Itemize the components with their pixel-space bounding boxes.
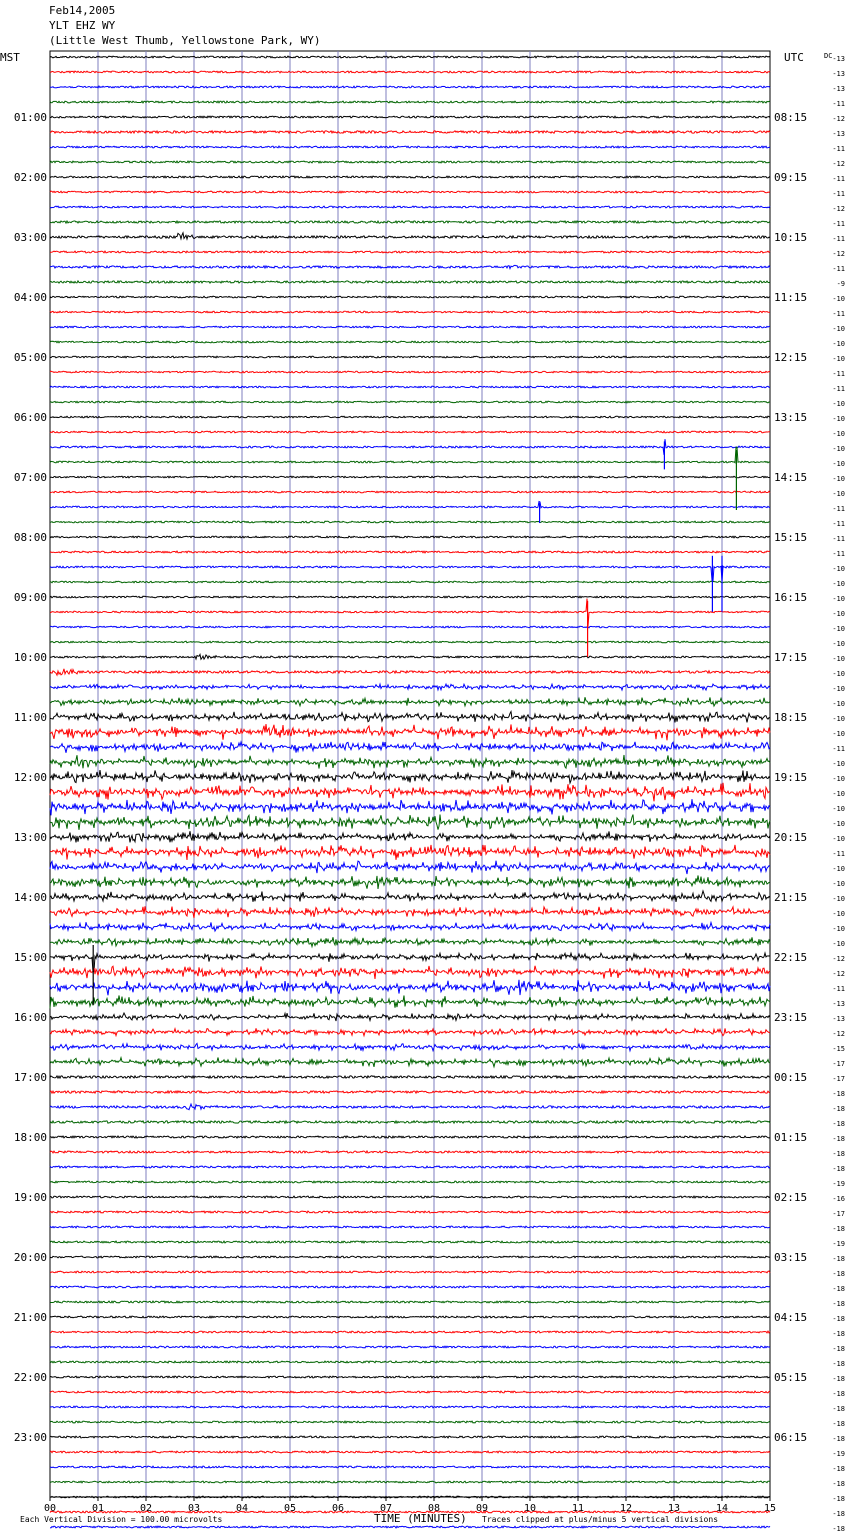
trace-row-3 bbox=[50, 101, 770, 103]
left-hour-label: 04:00 bbox=[13, 291, 47, 304]
dc-offset-label: -17 bbox=[832, 1060, 845, 1068]
trace-row-15 bbox=[50, 281, 770, 283]
dc-offset-label: -18 bbox=[832, 1480, 845, 1488]
trace-row-63 bbox=[50, 995, 770, 1008]
trace-row-28 bbox=[50, 476, 770, 478]
left-hour-label: 11:00 bbox=[13, 711, 47, 724]
dc-offset-label: -18 bbox=[832, 1390, 845, 1398]
trace-row-8 bbox=[50, 176, 770, 178]
right-hour-label: 16:15 bbox=[774, 591, 808, 604]
trace-row-69 bbox=[50, 1091, 770, 1093]
dc-offset-label: -17 bbox=[832, 1210, 845, 1218]
trace-row-87 bbox=[50, 1361, 770, 1363]
trace-row-41 bbox=[50, 669, 770, 675]
dc-offset-label: -10 bbox=[832, 700, 845, 708]
right-hour-label: 14:15 bbox=[774, 471, 808, 484]
trace-row-30 bbox=[50, 502, 770, 508]
dc-offset-label: -18 bbox=[832, 1345, 845, 1353]
x-tick-label: 06 bbox=[331, 1503, 345, 1514]
dc-offset-label: -10 bbox=[832, 460, 845, 468]
header-date: Feb14,2005 bbox=[49, 4, 116, 17]
right-hour-label: 00:15 bbox=[774, 1071, 808, 1084]
dc-offset-label: -13 bbox=[832, 85, 845, 93]
header-station: YLT EHZ WY bbox=[49, 19, 116, 32]
trace-row-93 bbox=[50, 1451, 770, 1453]
x-axis-label: TIME (MINUTES) bbox=[374, 1512, 467, 1525]
dc-offset-label: -11 bbox=[832, 370, 845, 378]
trace-row-74 bbox=[50, 1166, 770, 1168]
trace-row-19 bbox=[50, 341, 770, 343]
right-hour-label: 03:15 bbox=[774, 1251, 808, 1264]
dc-offset-label: -18 bbox=[832, 1270, 845, 1278]
dc-offset-label: -10 bbox=[832, 355, 845, 363]
dc-offset-label: -10 bbox=[832, 640, 845, 648]
trace-row-86 bbox=[50, 1346, 770, 1348]
right-hour-label: 17:15 bbox=[774, 651, 808, 664]
trace-row-37 bbox=[50, 599, 770, 627]
trace-row-44 bbox=[50, 712, 770, 723]
dc-offset-label: -15 bbox=[832, 1045, 845, 1053]
trace-row-1 bbox=[50, 71, 770, 73]
trace-row-25 bbox=[50, 431, 770, 433]
right-hour-label: 20:15 bbox=[774, 831, 808, 844]
trace-row-35 bbox=[50, 581, 770, 583]
trace-row-59 bbox=[50, 937, 770, 946]
x-tick-label: 14 bbox=[715, 1503, 729, 1514]
dc-offset-label: -12 bbox=[832, 955, 845, 963]
dc-offset-label: -10 bbox=[832, 865, 845, 873]
dc-offset-label: -12 bbox=[832, 250, 845, 258]
dc-offset-label: -18 bbox=[832, 1285, 845, 1293]
trace-row-62 bbox=[50, 980, 770, 996]
trace-row-18 bbox=[50, 326, 770, 328]
trace-row-79 bbox=[50, 1241, 770, 1243]
right-hour-label: 22:15 bbox=[774, 951, 808, 964]
x-tick-label: 07 bbox=[379, 1503, 393, 1514]
dc-offset-label: -11 bbox=[832, 535, 845, 543]
trace-row-57 bbox=[50, 906, 770, 918]
dc-offset-label: -10 bbox=[832, 565, 845, 573]
x-tick-label: 00 bbox=[43, 1503, 57, 1514]
header-location: (Little West Thumb, Yellowstone Park, WY) bbox=[49, 34, 321, 47]
right-hour-label: 04:15 bbox=[774, 1311, 808, 1324]
dc-offset-label: -10 bbox=[832, 685, 845, 693]
dc-offset-label: -13 bbox=[832, 130, 845, 138]
dc-offset-label: -11 bbox=[832, 190, 845, 198]
dc-offset-label: -18 bbox=[832, 1510, 845, 1518]
dc-offset-label: -10 bbox=[832, 940, 845, 948]
trace-row-42 bbox=[50, 684, 770, 690]
trace-row-22 bbox=[50, 386, 770, 388]
trace-row-46 bbox=[50, 742, 770, 753]
right-hour-label: 02:15 bbox=[774, 1191, 808, 1204]
dc-offset-label: -11 bbox=[832, 265, 845, 273]
trace-row-14 bbox=[50, 265, 770, 268]
trace-row-10 bbox=[50, 206, 770, 208]
trace-row-72 bbox=[50, 1136, 770, 1138]
right-hour-label: 15:15 bbox=[774, 531, 808, 544]
trace-row-50 bbox=[50, 799, 770, 815]
x-tick-label: 01 bbox=[91, 1503, 105, 1514]
trace-row-52 bbox=[50, 831, 770, 842]
dc-offset-label: -11 bbox=[832, 100, 845, 108]
left-hour-label: 08:00 bbox=[13, 531, 47, 544]
trace-row-33 bbox=[50, 551, 770, 553]
dc-offset-label: -10 bbox=[832, 430, 845, 438]
dc-offset-label: -11 bbox=[832, 220, 845, 228]
dc-offset-label: -13 bbox=[832, 1015, 845, 1023]
trace-row-5 bbox=[50, 131, 770, 133]
dc-offset-label: -19 bbox=[832, 1180, 845, 1188]
left-hour-label: 21:00 bbox=[13, 1311, 47, 1324]
dc-offset-label: -10 bbox=[832, 595, 845, 603]
trace-row-71 bbox=[50, 1121, 770, 1123]
right-hour-label: 19:15 bbox=[774, 771, 808, 784]
left-hour-label: 03:00 bbox=[13, 231, 47, 244]
dc-offset-label: -18 bbox=[832, 1435, 845, 1443]
dc-offset-label: -11 bbox=[832, 985, 845, 993]
dc-offset-label: -11 bbox=[832, 175, 845, 183]
x-tick-label: 03 bbox=[187, 1503, 201, 1514]
left-hour-label: 06:00 bbox=[13, 411, 47, 424]
trace-row-9 bbox=[50, 191, 770, 193]
dc-offset-label: -18 bbox=[832, 1420, 845, 1428]
dc-offset-label: -18 bbox=[832, 1120, 845, 1128]
trace-row-24 bbox=[50, 416, 770, 418]
trace-row-98 bbox=[50, 1526, 770, 1528]
dc-offset-label: -19 bbox=[832, 1240, 845, 1248]
trace-row-17 bbox=[50, 311, 770, 313]
left-hour-label: 10:00 bbox=[13, 651, 47, 664]
left-hour-label: 09:00 bbox=[13, 591, 47, 604]
trace-row-31 bbox=[50, 521, 770, 523]
x-tick-label: 08 bbox=[427, 1503, 441, 1514]
right-hour-label: 06:15 bbox=[774, 1431, 808, 1444]
dc-offset-label: -18 bbox=[832, 1330, 845, 1338]
dc-offset-label: -11 bbox=[832, 505, 845, 513]
dc-offset-label: -10 bbox=[832, 910, 845, 918]
trace-row-82 bbox=[50, 1286, 770, 1288]
trace-row-61 bbox=[50, 966, 770, 979]
dc-offset-label: -18 bbox=[832, 1300, 845, 1308]
x-tick-label: 04 bbox=[235, 1503, 249, 1514]
dc-offset-label: -10 bbox=[832, 760, 845, 768]
x-tick-label: 02 bbox=[139, 1503, 153, 1514]
x-tick-label: 12 bbox=[619, 1503, 633, 1514]
left-hour-label: 02:00 bbox=[13, 171, 47, 184]
dc-offset-label: -10 bbox=[832, 775, 845, 783]
trace-row-89 bbox=[50, 1391, 770, 1393]
left-hour-label: 18:00 bbox=[13, 1131, 47, 1144]
dc-offset-label: -10 bbox=[832, 655, 845, 663]
right-hour-label: 05:15 bbox=[774, 1371, 808, 1384]
trace-row-43 bbox=[50, 697, 770, 706]
trace-row-90 bbox=[50, 1406, 770, 1408]
dc-offset-label: -18 bbox=[832, 1360, 845, 1368]
trace-row-49 bbox=[50, 783, 770, 802]
dc-offset-label: -13 bbox=[832, 55, 845, 63]
left-tz-label: MST bbox=[0, 51, 20, 64]
left-hour-label: 15:00 bbox=[13, 951, 47, 964]
trace-row-77 bbox=[50, 1211, 770, 1213]
dc-offset-label: -18 bbox=[832, 1165, 845, 1173]
left-hour-label: 20:00 bbox=[13, 1251, 47, 1264]
left-hour-label: 05:00 bbox=[13, 351, 47, 364]
left-hour-label: 22:00 bbox=[13, 1371, 47, 1384]
dc-offset-label: -11 bbox=[832, 235, 845, 243]
x-tick-label: 05 bbox=[283, 1503, 297, 1514]
dc-offset-label: -12 bbox=[832, 1030, 845, 1038]
trace-row-11 bbox=[50, 221, 770, 223]
dc-offset-label: -18 bbox=[832, 1525, 845, 1533]
trace-row-76 bbox=[50, 1196, 770, 1198]
trace-row-64 bbox=[50, 1013, 770, 1021]
right-hour-label: 21:15 bbox=[774, 891, 808, 904]
dc-offset-label: -18 bbox=[832, 1465, 845, 1473]
trace-row-26 bbox=[50, 439, 770, 455]
dc-offset-label: -10 bbox=[832, 730, 845, 738]
left-hour-label: 16:00 bbox=[13, 1011, 47, 1024]
trace-row-34 bbox=[50, 566, 770, 582]
dc-offset-label: -18 bbox=[832, 1255, 845, 1263]
right-hour-label: 23:15 bbox=[774, 1011, 808, 1024]
x-tick-label: 13 bbox=[667, 1503, 681, 1514]
dc-offset-label: -10 bbox=[832, 805, 845, 813]
trace-row-96 bbox=[50, 1496, 770, 1498]
trace-row-94 bbox=[50, 1466, 770, 1468]
trace-row-16 bbox=[50, 296, 770, 298]
trace-row-92 bbox=[50, 1436, 770, 1438]
dc-offset-label: -10 bbox=[832, 925, 845, 933]
trace-row-75 bbox=[50, 1181, 770, 1183]
trace-row-20 bbox=[50, 356, 770, 358]
dc-offset-label: -13 bbox=[832, 1000, 845, 1008]
trace-row-40 bbox=[50, 654, 770, 659]
dc-offset-label: -11 bbox=[832, 550, 845, 558]
dc-offset-label: -11 bbox=[832, 745, 845, 753]
trace-row-58 bbox=[50, 922, 770, 931]
trace-row-83 bbox=[50, 1301, 770, 1303]
right-hour-label: 01:15 bbox=[774, 1131, 808, 1144]
dc-offset-label: -10 bbox=[832, 295, 845, 303]
trace-row-51 bbox=[50, 815, 770, 830]
trace-row-80 bbox=[50, 1256, 770, 1258]
dc-offset-label: -10 bbox=[832, 895, 845, 903]
dc-offset-label: -10 bbox=[832, 715, 845, 723]
dc-offset-label: -18 bbox=[832, 1150, 845, 1158]
trace-row-48 bbox=[50, 770, 770, 783]
trace-row-84 bbox=[50, 1316, 770, 1318]
dc-offset-label: -18 bbox=[832, 1225, 845, 1233]
dc-offset-label: -10 bbox=[832, 820, 845, 828]
left-hour-label: 19:00 bbox=[13, 1191, 47, 1204]
dc-offset-label: -10 bbox=[832, 415, 845, 423]
dc-offset-label: -18 bbox=[832, 1105, 845, 1113]
trace-row-88 bbox=[50, 1376, 770, 1378]
left-hour-label: 01:00 bbox=[13, 111, 47, 124]
trace-row-73 bbox=[50, 1151, 770, 1153]
trace-row-70 bbox=[50, 1104, 770, 1110]
dc-offset-label: -10 bbox=[832, 400, 845, 408]
x-tick-label: 15 bbox=[763, 1503, 777, 1514]
dc-offset-label: -12 bbox=[832, 205, 845, 213]
left-hour-label: 14:00 bbox=[13, 891, 47, 904]
right-hour-label: 09:15 bbox=[774, 171, 808, 184]
dc-offset-label: -19 bbox=[832, 1450, 845, 1458]
right-hour-label: 08:15 bbox=[774, 111, 808, 124]
trace-row-13 bbox=[50, 251, 770, 253]
dc-offset-label: -10 bbox=[832, 490, 845, 498]
left-hour-label: 12:00 bbox=[13, 771, 47, 784]
dc-offset-label: -10 bbox=[832, 610, 845, 618]
x-tick-label: 10 bbox=[523, 1503, 537, 1514]
x-tick-label: 09 bbox=[475, 1503, 489, 1514]
trace-row-54 bbox=[50, 861, 770, 874]
trace-row-56 bbox=[50, 891, 770, 902]
trace-row-36 bbox=[50, 596, 770, 598]
trace-row-85 bbox=[50, 1331, 770, 1333]
x-tick-label: 11 bbox=[571, 1503, 585, 1514]
trace-row-7 bbox=[50, 161, 770, 163]
left-hour-label: 23:00 bbox=[13, 1431, 47, 1444]
trace-row-91 bbox=[50, 1421, 770, 1423]
dc-offset-label: -17 bbox=[832, 1075, 845, 1083]
trace-row-6 bbox=[50, 146, 770, 148]
trace-row-55 bbox=[50, 875, 770, 889]
trace-row-67 bbox=[50, 1058, 770, 1067]
right-hour-label: 12:15 bbox=[774, 351, 808, 364]
dc-offset-label: -18 bbox=[832, 1090, 845, 1098]
trace-row-23 bbox=[50, 401, 770, 403]
dc-offset-label: -11 bbox=[832, 310, 845, 318]
dc-offset-label: -10 bbox=[832, 340, 845, 348]
dc-offset-label: -12 bbox=[832, 160, 845, 168]
dc-offset-label: -16 bbox=[832, 1195, 845, 1203]
scale-note: Each Vertical Division = 100.00 microvolts bbox=[20, 1515, 223, 1524]
trace-row-65 bbox=[50, 1028, 770, 1035]
dc-offset-label: -18 bbox=[832, 1315, 845, 1323]
trace-row-27 bbox=[50, 447, 770, 463]
dc-offset-label: -10 bbox=[832, 835, 845, 843]
trace-row-2 bbox=[50, 86, 770, 88]
right-hour-label: 10:15 bbox=[774, 231, 808, 244]
dc-offset-label: -10 bbox=[832, 475, 845, 483]
trace-row-66 bbox=[50, 1043, 770, 1050]
trace-row-38 bbox=[50, 626, 770, 628]
trace-row-81 bbox=[50, 1271, 770, 1273]
dc-offset-label: -9 bbox=[836, 280, 845, 288]
dc-offset-label: -10 bbox=[832, 445, 845, 453]
dc-offset-label: -11 bbox=[832, 850, 845, 858]
right-hour-label: 18:15 bbox=[774, 711, 808, 724]
trace-row-29 bbox=[50, 491, 770, 493]
dc-offset-label: -10 bbox=[832, 880, 845, 888]
trace-row-39 bbox=[50, 641, 770, 643]
trace-row-68 bbox=[50, 1076, 770, 1078]
right-tz-label: UTC bbox=[784, 51, 804, 64]
dc-offset-label: -11 bbox=[832, 145, 845, 153]
dc-offset-label: -11 bbox=[832, 385, 845, 393]
trace-row-95 bbox=[50, 1481, 770, 1483]
dc-offset-label: -13 bbox=[832, 70, 845, 78]
left-hour-label: 07:00 bbox=[13, 471, 47, 484]
trace-row-53 bbox=[50, 845, 770, 860]
trace-row-45 bbox=[50, 724, 770, 740]
left-hour-label: 13:00 bbox=[13, 831, 47, 844]
trace-row-12 bbox=[50, 233, 770, 239]
dc-offset-label: -10 bbox=[832, 325, 845, 333]
dc-label: DC bbox=[824, 52, 833, 60]
trace-row-47 bbox=[50, 755, 770, 769]
trace-row-4 bbox=[50, 116, 770, 118]
trace-row-21 bbox=[50, 371, 770, 373]
dc-offset-label: -18 bbox=[832, 1375, 845, 1383]
dc-offset-label: -11 bbox=[832, 520, 845, 528]
right-hour-label: 13:15 bbox=[774, 411, 808, 424]
trace-row-0 bbox=[50, 56, 770, 58]
dc-offset-label: -10 bbox=[832, 670, 845, 678]
dc-offset-label: -18 bbox=[832, 1135, 845, 1143]
dc-offset-label: -18 bbox=[832, 1405, 845, 1413]
dc-offset-label: -12 bbox=[832, 970, 845, 978]
left-hour-label: 17:00 bbox=[13, 1071, 47, 1084]
dc-offset-label: -10 bbox=[832, 625, 845, 633]
dc-offset-label: -10 bbox=[832, 580, 845, 588]
dc-offset-label: -18 bbox=[832, 1495, 845, 1503]
dc-offset-label: -12 bbox=[832, 115, 845, 123]
right-hour-label: 11:15 bbox=[774, 291, 808, 304]
trace-row-32 bbox=[50, 536, 770, 538]
trace-row-78 bbox=[50, 1226, 770, 1228]
dc-offset-label: -10 bbox=[832, 790, 845, 798]
clip-note: Traces clipped at plus/minus 5 vertical divisions bbox=[482, 1515, 719, 1524]
